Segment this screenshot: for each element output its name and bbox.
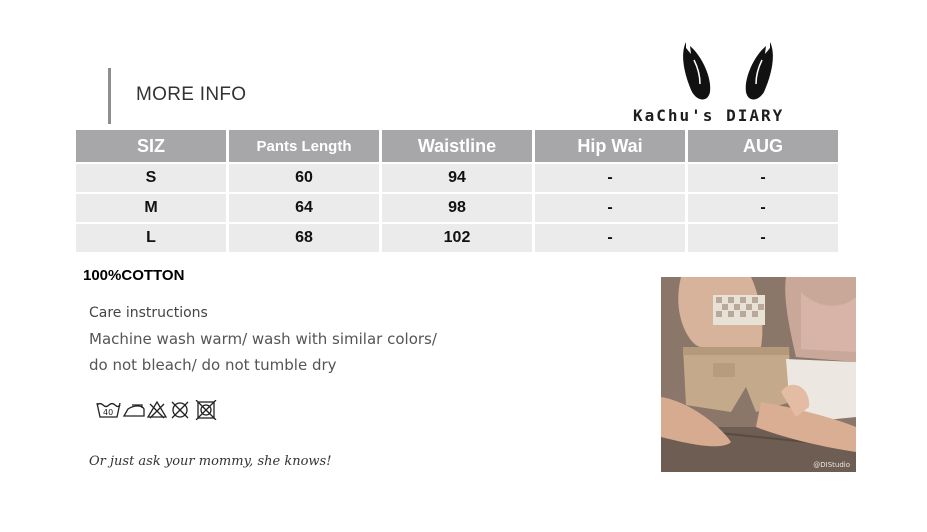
material-label: 100%COTTON — [83, 267, 185, 284]
product-photo — [661, 277, 856, 472]
table-cell: - — [688, 222, 838, 252]
table-cell: - — [535, 222, 685, 252]
care-line-1: Machine wash warm/ wash with similar colors/ — [89, 330, 437, 348]
header-pants-length: Pants Length — [229, 130, 379, 162]
table-cell: 102 — [382, 222, 532, 252]
header-accent-bar — [108, 68, 111, 124]
header-hip: Hip Wai — [535, 130, 685, 162]
table-header-row — [76, 130, 838, 162]
table-cell: 64 — [229, 192, 379, 222]
table-cell: - — [688, 162, 838, 192]
table-cell: M — [76, 192, 226, 222]
care-symbols — [96, 400, 222, 420]
table-cell: - — [688, 192, 838, 222]
table-row — [76, 192, 838, 222]
table-cell: 60 — [229, 162, 379, 192]
header-aug: AUG — [688, 130, 838, 162]
iron-icon — [124, 405, 144, 416]
rabbit-ears-icon — [678, 40, 778, 104]
no-dryclean-icon — [172, 402, 188, 418]
brand-name: KaChu's DIARY — [633, 106, 785, 125]
header-waistline: Waistline — [382, 130, 532, 162]
header-size: SIZ — [76, 130, 226, 162]
care-line-2: do not bleach/ do not tumble dry — [89, 356, 337, 374]
table-cell: 68 — [229, 222, 379, 252]
size-table — [73, 130, 841, 252]
care-title: Care instructions — [89, 305, 208, 321]
table-cell: 94 — [382, 162, 532, 192]
brand-logo — [630, 40, 830, 126]
table-row — [76, 222, 838, 252]
photo-watermark: @DIStudio — [813, 461, 850, 469]
table-cell: L — [76, 222, 226, 252]
table-cell: S — [76, 162, 226, 192]
table-cell: - — [535, 192, 685, 222]
page-title: MORE INFO — [136, 84, 247, 105]
wash-temp-label: 40 — [103, 408, 114, 417]
no-tumble-dry-icon — [196, 400, 216, 420]
table-row — [76, 162, 838, 192]
table-cell: 98 — [382, 192, 532, 222]
tagline: Or just ask your mommy, she knows! — [89, 454, 332, 469]
no-bleach-icon — [148, 402, 166, 418]
table-cell: - — [535, 162, 685, 192]
wash-40-icon — [97, 403, 120, 417]
